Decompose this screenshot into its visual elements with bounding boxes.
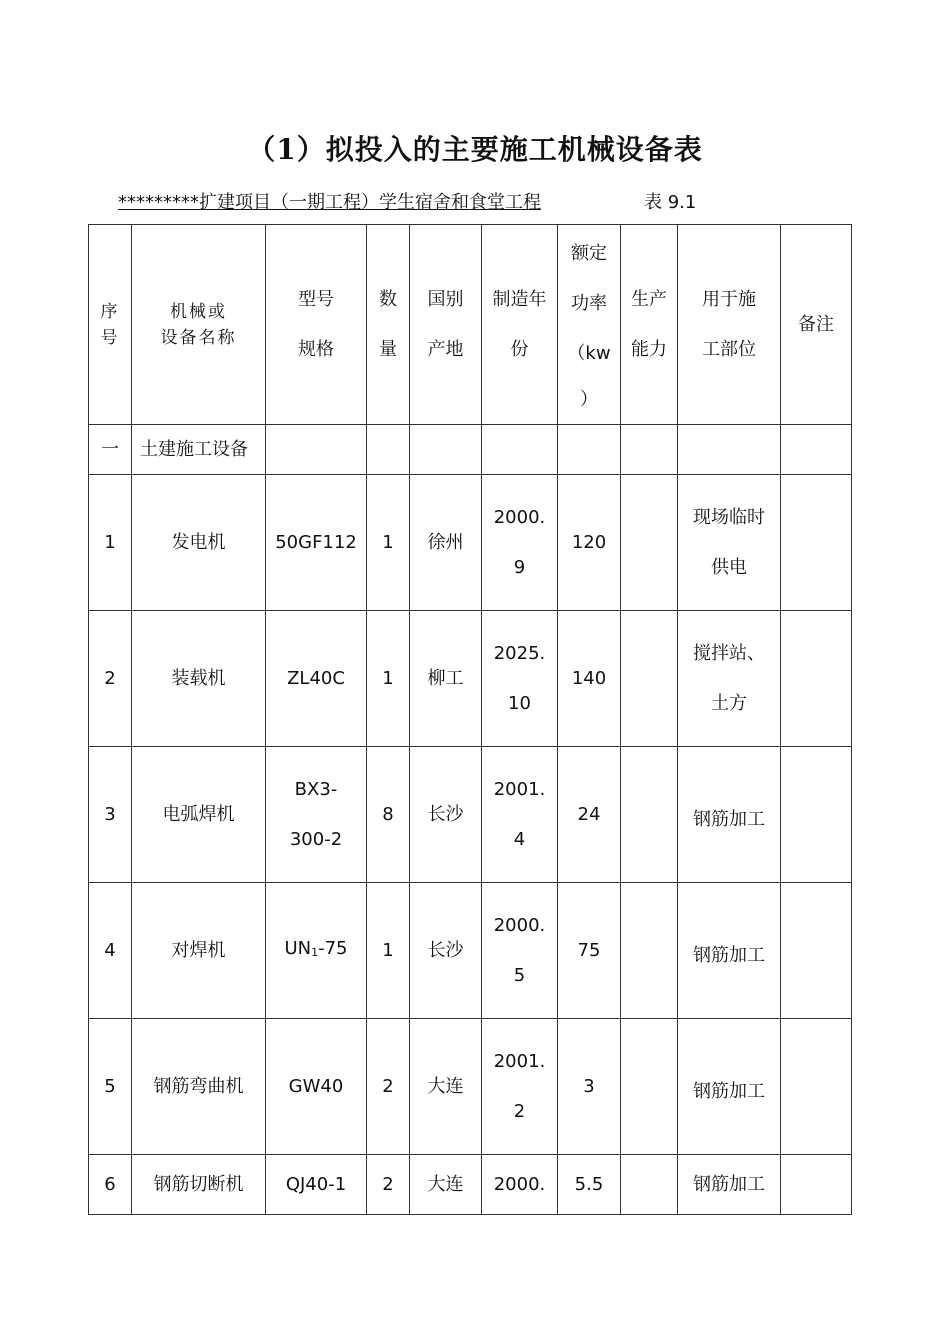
section-label: 土建施工设备 <box>132 425 266 475</box>
cell-remark <box>781 883 852 1019</box>
cell-origin: 柳工 <box>410 611 482 747</box>
cell-power: 140 <box>558 611 621 747</box>
cell-remark <box>781 747 852 883</box>
subtitle <box>118 188 697 214</box>
cell-capacity <box>621 611 678 747</box>
cell-capacity <box>621 1155 678 1215</box>
cell-power: 75 <box>558 883 621 1019</box>
cell-seq: 2 <box>89 611 132 747</box>
cell-qty: 1 <box>367 611 410 747</box>
cell-origin: 长沙 <box>410 747 482 883</box>
cell-remark <box>781 1019 852 1155</box>
cell-capacity <box>621 883 678 1019</box>
cell-seq: 4 <box>89 883 132 1019</box>
equipment-table <box>88 224 852 1215</box>
table-row <box>89 475 852 611</box>
cell-remark <box>781 1155 852 1215</box>
cell-origin: 大连 <box>410 1019 482 1155</box>
cell-remark <box>781 475 852 611</box>
cell-name: 发电机 <box>132 475 266 611</box>
cell-year: 2025. 10 <box>482 611 558 747</box>
header-power: 额定 功率 （kw ） <box>558 225 621 425</box>
cell-model: $UN_1-75$ <box>266 883 367 1019</box>
cell-qty: 1 <box>367 475 410 611</box>
cell-seq: 5 <box>89 1019 132 1155</box>
cell-name: 装载机 <box>132 611 266 747</box>
table-row <box>89 883 852 1019</box>
cell-power: 5.5 <box>558 1155 621 1215</box>
table-row <box>89 747 852 883</box>
header-qty: 数 量 <box>367 225 410 425</box>
cell-qty: 1 <box>367 883 410 1019</box>
cell-name: 电弧焊机 <box>132 747 266 883</box>
header-row <box>89 225 852 425</box>
cell-remark <box>781 611 852 747</box>
cell-capacity <box>621 1019 678 1155</box>
header-usage: 用于施 工部位 <box>678 225 781 425</box>
page-title: （1）拟投入的主要施工机械设备表 <box>247 133 703 166</box>
cell-model: QJ40-1 <box>266 1155 367 1215</box>
cell-model: BX3- 300-2 <box>266 747 367 883</box>
cell-year: 2001. 4 <box>482 747 558 883</box>
cell-usage: 搅拌站、 土方 <box>678 611 781 747</box>
cell-usage: 现场临时 供电 <box>678 475 781 611</box>
cell-origin: 大连 <box>410 1155 482 1215</box>
cell-model: 50GF112 <box>266 475 367 611</box>
header-name: 机械或 设备名称 <box>132 225 266 425</box>
cell-usage: 钢筋加工 <box>678 1155 781 1215</box>
cell-model: ZL40C <box>266 611 367 747</box>
header-model: 型号 规格 <box>266 225 367 425</box>
table-number: 表 9.1 <box>644 192 697 213</box>
table-row <box>89 611 852 747</box>
cell-usage: 钢筋加工 <box>678 883 781 1019</box>
cell-capacity <box>621 747 678 883</box>
cell-seq: 6 <box>89 1155 132 1215</box>
cell-qty: 2 <box>367 1155 410 1215</box>
header-remark: 备注 <box>781 225 852 425</box>
cell-seq: 3 <box>89 747 132 883</box>
header-origin: 国别 产地 <box>410 225 482 425</box>
section-seq: 一 <box>89 425 132 475</box>
cell-name: 对焊机 <box>132 883 266 1019</box>
header-year: 制造年 份 <box>482 225 558 425</box>
table-row <box>89 1019 852 1155</box>
cell-usage: 钢筋加工 <box>678 747 781 883</box>
cell-year: 2000. 5 <box>482 883 558 1019</box>
cell-seq: 1 <box>89 475 132 611</box>
cell-year: 2000. <box>482 1155 558 1215</box>
cell-name: 钢筋弯曲机 <box>132 1019 266 1155</box>
header-capacity: 生产 能力 <box>621 225 678 425</box>
cell-qty: 8 <box>367 747 410 883</box>
section-row <box>89 425 852 475</box>
cell-capacity <box>621 475 678 611</box>
cell-model: GW40 <box>266 1019 367 1155</box>
cell-year: 2001. 2 <box>482 1019 558 1155</box>
cell-year: 2000. 9 <box>482 475 558 611</box>
cell-power: 120 <box>558 475 621 611</box>
cell-name: 钢筋切断机 <box>132 1155 266 1215</box>
header-seq: 序 号 <box>89 225 132 425</box>
cell-power: 24 <box>558 747 621 883</box>
table-row <box>89 1155 852 1215</box>
cell-usage: 钢筋加工 <box>678 1019 781 1155</box>
cell-origin: 徐州 <box>410 475 482 611</box>
cell-qty: 2 <box>367 1019 410 1155</box>
project-name: *********扩建项目（一期工程）学生宿舍和食堂工程 <box>118 192 541 213</box>
cell-origin: 长沙 <box>410 883 482 1019</box>
cell-power: 3 <box>558 1019 621 1155</box>
